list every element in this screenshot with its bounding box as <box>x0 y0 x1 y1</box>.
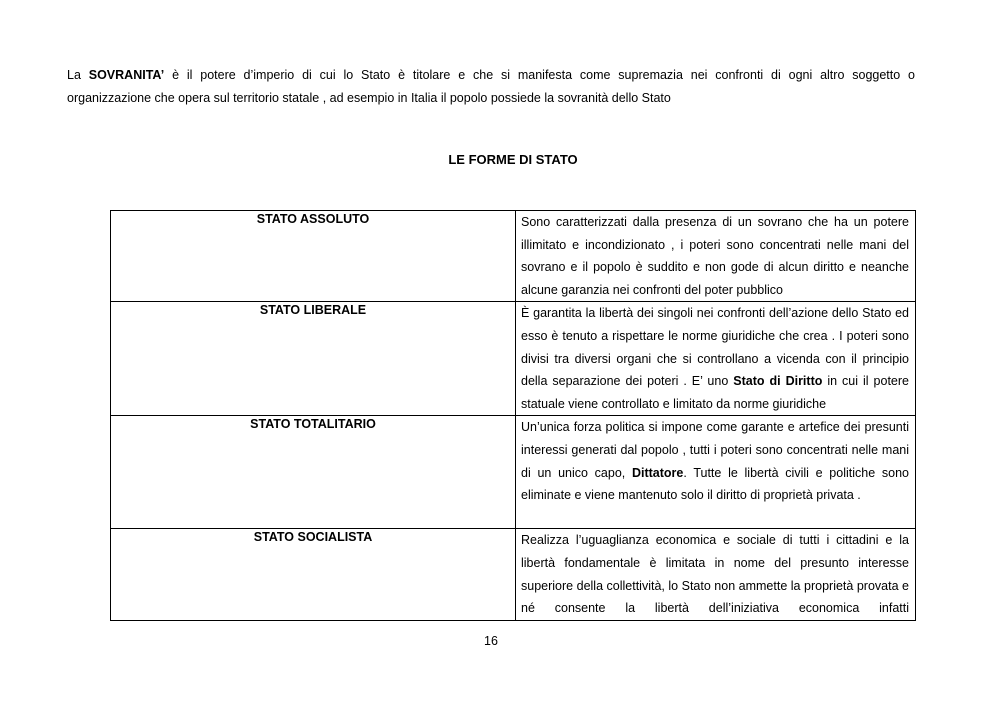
intro-line1-rest: è il potere d’imperio di cui lo Stato è titolare e che si manifesta come supremazia nei confronti di ogni altro soggetto o <box>164 68 915 82</box>
sovranita-paragraph-line-2: organizzazione che opera sul territorio statale , ad esempio in Italia il popolo possiede la sovranità dello Stato <box>67 91 671 105</box>
sovranita-paragraph <box>67 64 915 110</box>
state-form-name: STATO LIBERALE <box>111 302 516 416</box>
sovranita-paragraph-line-1 <box>67 64 915 87</box>
description-bold-term: Stato di Diritto <box>733 374 823 389</box>
description-bold-term: Dittatore <box>631 465 684 480</box>
description-text: Un’unica forza politica si impone come garante e artefice dei presunti interessi generati dal popolo , tutti i poteri sono concentrati nelle mani di un unico capo, <box>521 420 909 480</box>
description-text: in cui il potere statuale viene controllato e limitato da norme giuridiche <box>521 374 909 411</box>
page-number: 16 <box>484 634 498 648</box>
sovranita-term: SOVRANITA’ <box>88 68 165 82</box>
description-text: . Tutte le libertà civili e politiche sono eliminate e viene mantenuto solo il diritto di proprietà privata . <box>521 465 909 503</box>
state-form-name: STATO SOCIALISTA <box>111 529 516 620</box>
description-text: È garantita la libertà dei singoli nei confronti dell’azione dello Stato ed esso è tenuto a rispettare le norme giuridiche che crea . I poteri sono divisi tra diversi organi che si controllano a vicenda con il principio della separazione dei poteri . E’ uno <box>521 306 909 389</box>
forme-di-stato-table <box>110 210 916 621</box>
state-form-description: Realizza l’uguaglianza economica e sociale di tutti i cittadini e la libertà fondamentale è limitata in nome del presunto interesse superiore della collettività, lo Stato non ammette la proprietà provata e né consente la libertà dell’iniziativa economica infatti <box>516 529 916 620</box>
state-form-name: STATO ASSOLUTO <box>111 211 516 302</box>
state-form-description <box>516 416 916 529</box>
intro-prefix: La <box>67 68 89 82</box>
state-form-description <box>516 302 916 416</box>
table-row <box>111 302 916 416</box>
table-row <box>111 416 916 529</box>
table-row <box>111 529 916 620</box>
state-form-name: STATO TOTALITARIO <box>111 416 516 529</box>
section-title: LE FORME DI STATO <box>448 152 578 167</box>
table-row <box>111 211 916 302</box>
state-form-description: Sono caratterizzati dalla presenza di un sovrano che ha un potere illimitato e incondizionato , i poteri sono concentrati nelle mani del sovrano e il popolo è suddito e non gode di alcun diritto e neanche alcune garanzia nei confronti del poter pubblico <box>516 211 916 302</box>
